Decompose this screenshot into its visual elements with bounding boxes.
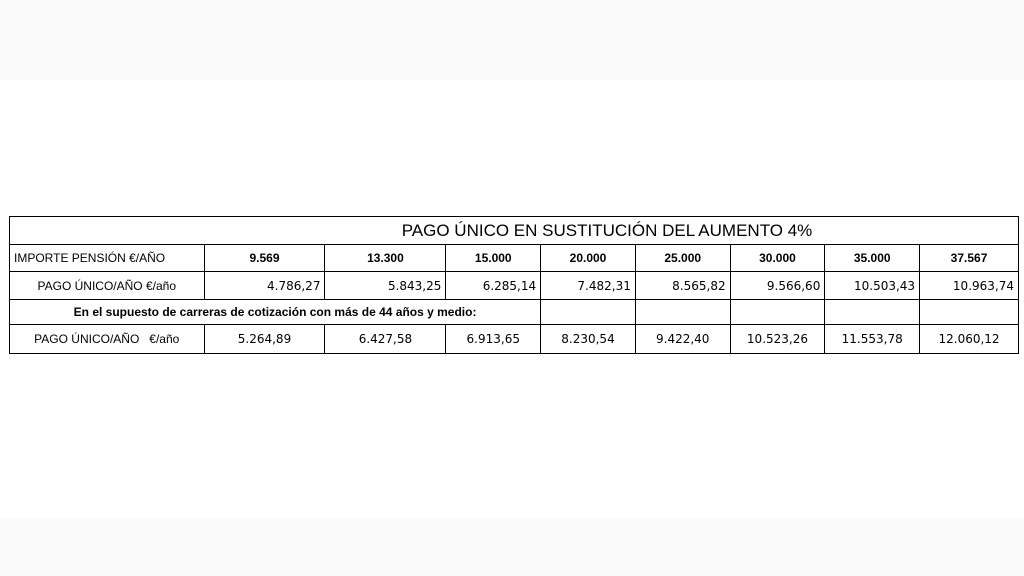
pago44-value: 6.427,58	[325, 325, 446, 354]
importe-value: 35.000	[825, 245, 920, 272]
pago-value: 9.566,60	[730, 272, 825, 300]
pension-table	[9, 216, 1019, 354]
pago-label: PAGO ÚNICO/AÑO €/año	[10, 272, 205, 300]
pago44-value: 6.913,65	[446, 325, 541, 354]
importe-value: 9.569	[204, 245, 325, 272]
pago44-label: PAGO ÚNICO/AÑO €/año	[10, 325, 205, 354]
pago-value: 4.786,27	[204, 272, 325, 300]
pago-row	[10, 272, 1019, 300]
empty-cell	[730, 300, 825, 325]
importe-value: 20.000	[541, 245, 636, 272]
top-band	[0, 0, 1024, 80]
empty-cell	[541, 300, 636, 325]
note-row	[10, 300, 1019, 325]
title-row	[10, 217, 1019, 245]
pago-value: 7.482,31	[541, 272, 636, 300]
empty-cell	[825, 300, 920, 325]
importe-value: 13.300	[325, 245, 446, 272]
pago-value: 10.963,74	[920, 272, 1019, 300]
pago44-value: 11.553,78	[825, 325, 920, 354]
pago44-value: 9.422,40	[635, 325, 730, 354]
pago44-value: 10.523,26	[730, 325, 825, 354]
pago-value: 8.565,82	[635, 272, 730, 300]
pago44-value: 12.060,12	[920, 325, 1019, 354]
pago-value: 5.843,25	[325, 272, 446, 300]
table-title: PAGO ÚNICO EN SUSTITUCIÓN DEL AUMENTO 4%	[10, 217, 1019, 245]
empty-cell	[635, 300, 730, 325]
importe-row	[10, 245, 1019, 272]
importe-value: 30.000	[730, 245, 825, 272]
pago44-value: 5.264,89	[204, 325, 325, 354]
pago-value: 10.503,43	[825, 272, 920, 300]
pago-value: 6.285,14	[446, 272, 541, 300]
empty-cell	[920, 300, 1019, 325]
importe-label: IMPORTE PENSIÓN €/AÑO	[10, 245, 205, 272]
note-text: En el supuesto de carreras de cotización con más de 44 años y medio:	[10, 300, 541, 325]
importe-value: 37.567	[920, 245, 1019, 272]
pago44-value: 8.230,54	[541, 325, 636, 354]
importe-value: 15.000	[446, 245, 541, 272]
importe-value: 25.000	[635, 245, 730, 272]
bottom-band	[0, 518, 1024, 576]
pago44-row	[10, 325, 1019, 354]
